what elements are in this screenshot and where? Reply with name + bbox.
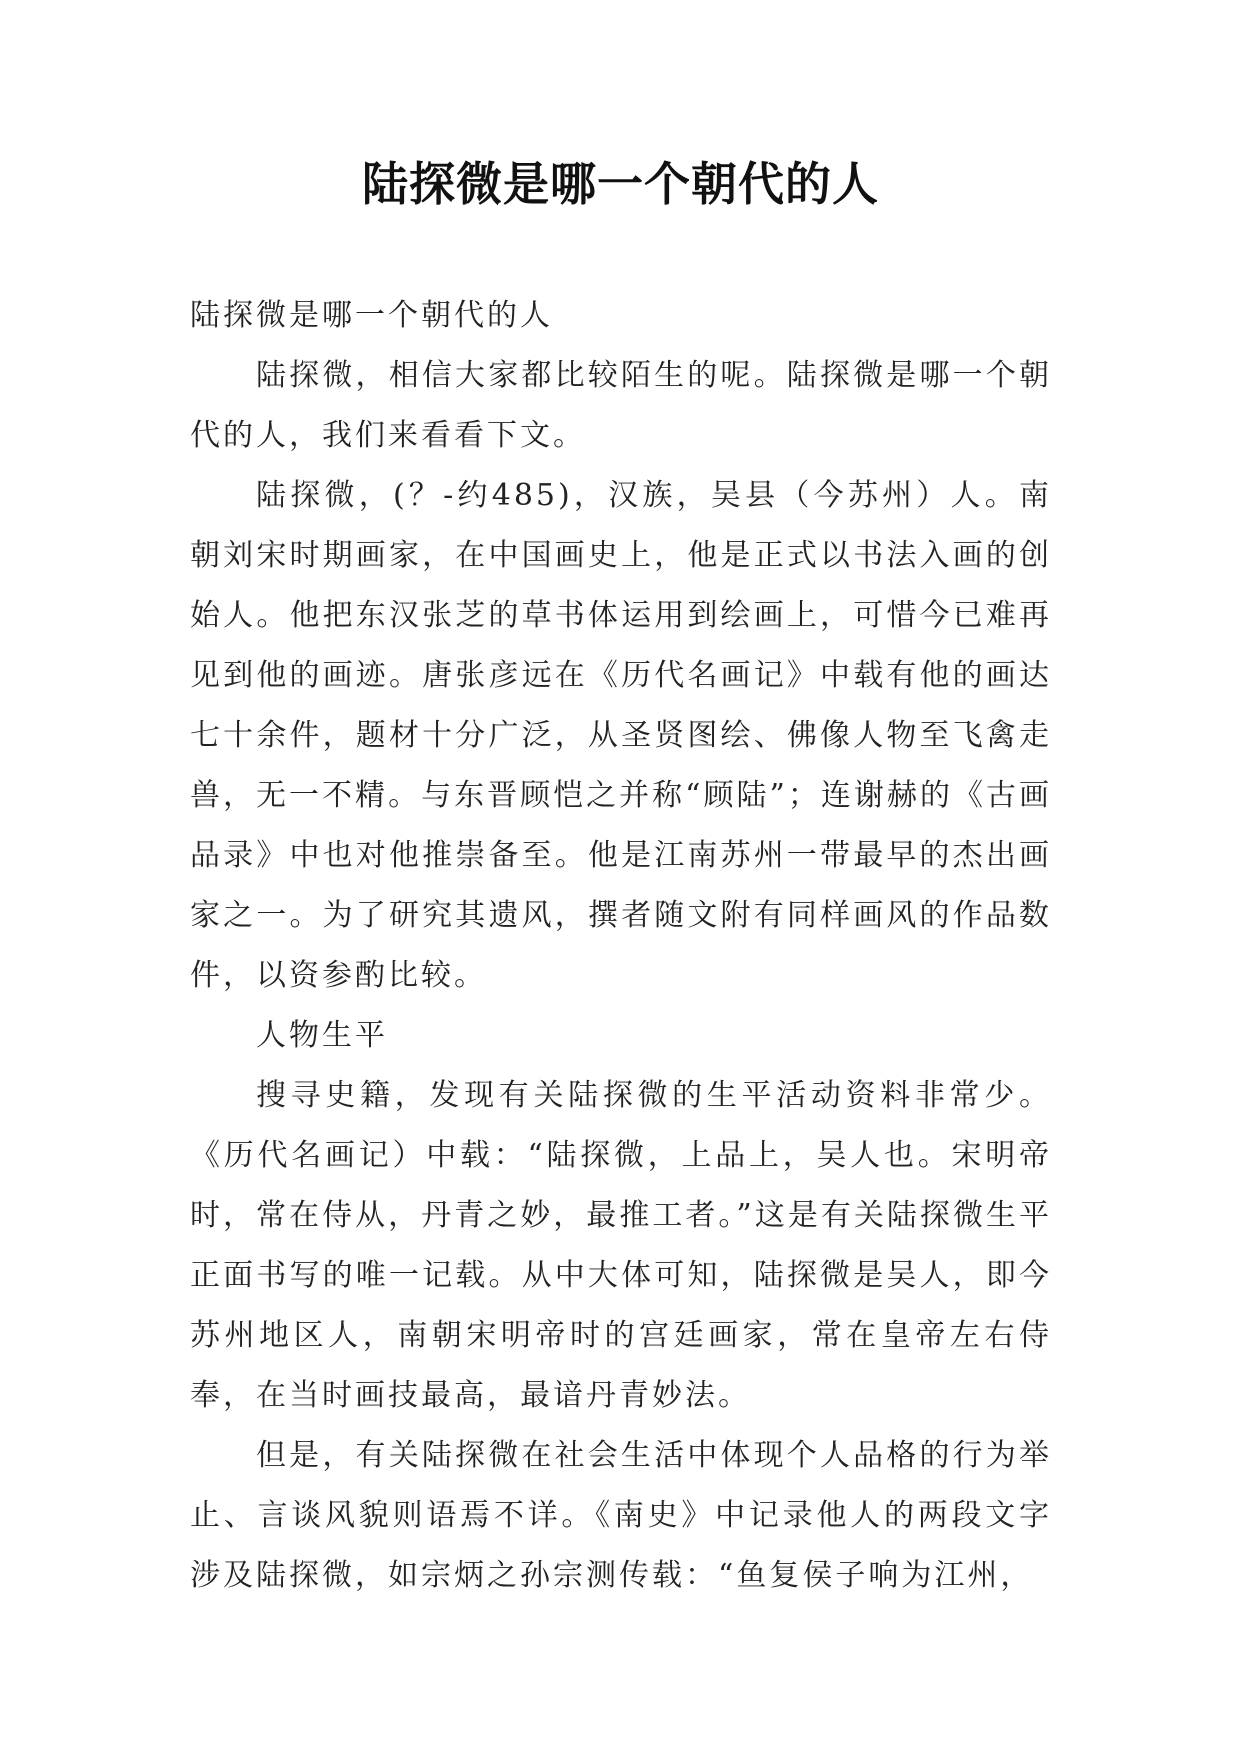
document-body: [190, 286, 1052, 1606]
subtitle-line: 陆探微是哪一个朝代的人: [190, 298, 553, 333]
paragraph-biography: 陆探微，(？-约485)，汉族，吴县（今苏州）人。南朝刘宋时期画家，在中国画史上，他是正式以书法入画的创始人。他把东汉张芝的草书体运用到绘画上，可惜今已难再见到他的画迹。唐张彦远在《历代名画记》中载有他的画达七十余件，题材十分广泛，从圣贤图绘、佛像人物至飞禽走兽，无一不精。与东晋顾恺之并称“顾陆”；连谢赫的《古画品录》中也对他推崇备至。他是江南苏州一带最早的杰出画家之一。为了研究其遗风，撰者随文附有同样画风的作品数件，以资参酌比较。: [190, 478, 1052, 993]
paragraph-character: 但是，有关陆探微在社会生活中体现个人品格的行为举止、言谈风貌则语焉不详。《南史》中记录他人的两段文字涉及陆探微，如宗炳之孙宗测传载：“鱼复侯子响为江州，: [190, 1438, 1052, 1593]
section-heading-life: 人物生平: [256, 1018, 388, 1053]
paragraph-records: 搜寻史籍，发现有关陆探微的生平活动资料非常少。《历代名画记）中载：“陆探微，上品上，吴人也。宋明帝时，常在侍从，丹青之妙，最推工者。”这是有关陆探微生平正面书写的唯一记载。从中大体可知，陆探微是吴人，即今苏州地区人，南朝宋明帝时的宫廷画家，常在皇帝左右侍奉，在当时画技最高，最谙丹青妙法。: [190, 1078, 1052, 1413]
document-title: 陆探微是哪一个朝代的人: [362, 157, 879, 211]
paragraph-intro: 陆探微，相信大家都比较陌生的呢。陆探微是哪一个朝代的人，我们来看看下文。: [190, 358, 1052, 453]
